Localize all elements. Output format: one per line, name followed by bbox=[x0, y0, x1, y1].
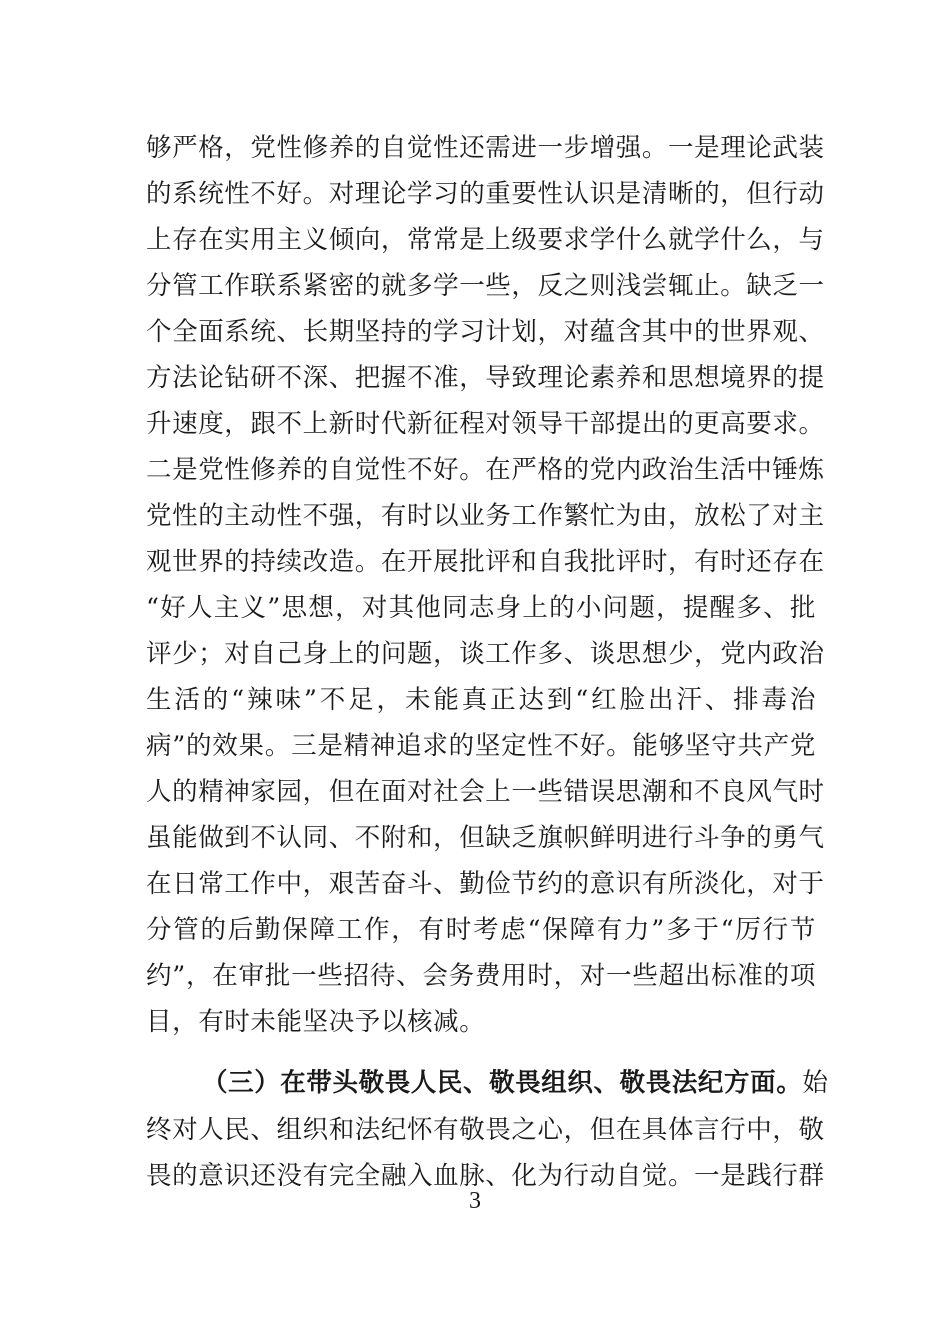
text-line: 终对人民、组织和法纪怀有敬畏之心，但在具体言行中，敬 bbox=[146, 1115, 825, 1145]
text-line: 升速度，跟不上新时代新征程对领导干部提出的更高要求。 bbox=[146, 409, 825, 439]
text-line: 观世界的持续改造。在开展批评和自我批评时，有时还存在 bbox=[146, 547, 825, 577]
text-line: 人的精神家园，但在面对社会上一些错误思潮和不良风气时 bbox=[146, 777, 825, 807]
section-heading-line bbox=[146, 1059, 829, 1107]
text-line: 在日常工作中，艰苦奋斗、勤俭节约的意识有所淡化，对于 bbox=[146, 869, 825, 899]
text-line: 个全面系统、长期坚持的学习计划，对蕴含其中的世界观、 bbox=[146, 317, 825, 347]
section-heading-tail: 始 bbox=[802, 1068, 829, 1098]
text-line: 二是党性修养的自觉性不好。在严格的党内政治生活中锤炼 bbox=[146, 455, 825, 485]
section-heading: （三）在带头敬畏人民、敬畏组织、敬畏法纪方面。 bbox=[202, 1068, 803, 1098]
text-line: “好人主义”思想，对其他同志身上的小问题，提醒多、批 bbox=[146, 593, 816, 623]
text-line: 虽能做到不认同、不附和，但缺乏旗帜鲜明进行斗争的勇气 bbox=[146, 823, 825, 853]
text-line: 畏的意识还没有完全融入血脉、化为行动自觉。一是践行群 bbox=[146, 1161, 825, 1191]
text-line: 分管工作联系紧密的就多学一些，反之则浅尝辄止。缺乏一 bbox=[146, 271, 825, 301]
text-line: 够严格，党性修养的自觉性还需进一步增强。一是理论武装 bbox=[146, 133, 825, 163]
text-line: 的系统性不好。对理论学习的重要性认识是清晰的，但行动 bbox=[146, 179, 825, 209]
text-line: 党性的主动性不强，有时以业务工作繁忙为由，放松了对主 bbox=[146, 501, 825, 531]
text-line: 生活的“辣味”不足，未能真正达到“红脸出汗、排毒治 bbox=[146, 685, 816, 715]
text-line: 约”，在审批一些招待、会务费用时，对一些超出标准的项 bbox=[146, 961, 816, 991]
text-line: 方法论钻研不深、把握不准，导致理论素养和思想境界的提 bbox=[146, 363, 825, 393]
text-line: 病”的效果。三是精神追求的坚定性不好。能够坚守共产党 bbox=[146, 731, 816, 761]
text-line: 目，有时未能坚决予以核减。 bbox=[146, 1007, 486, 1037]
body-text bbox=[146, 125, 829, 1199]
text-line: 评少；对自己身上的问题，谈工作多、谈思想少，党内政治 bbox=[146, 639, 825, 669]
page-number: 3 bbox=[469, 1188, 481, 1214]
text-line: 分管的后勤保障工作，有时考虑“保障有力”多于“厉行节 bbox=[146, 915, 816, 945]
text-line: 上存在实用主义倾向，常常是上级要求学什么就学什么，与 bbox=[146, 225, 825, 255]
